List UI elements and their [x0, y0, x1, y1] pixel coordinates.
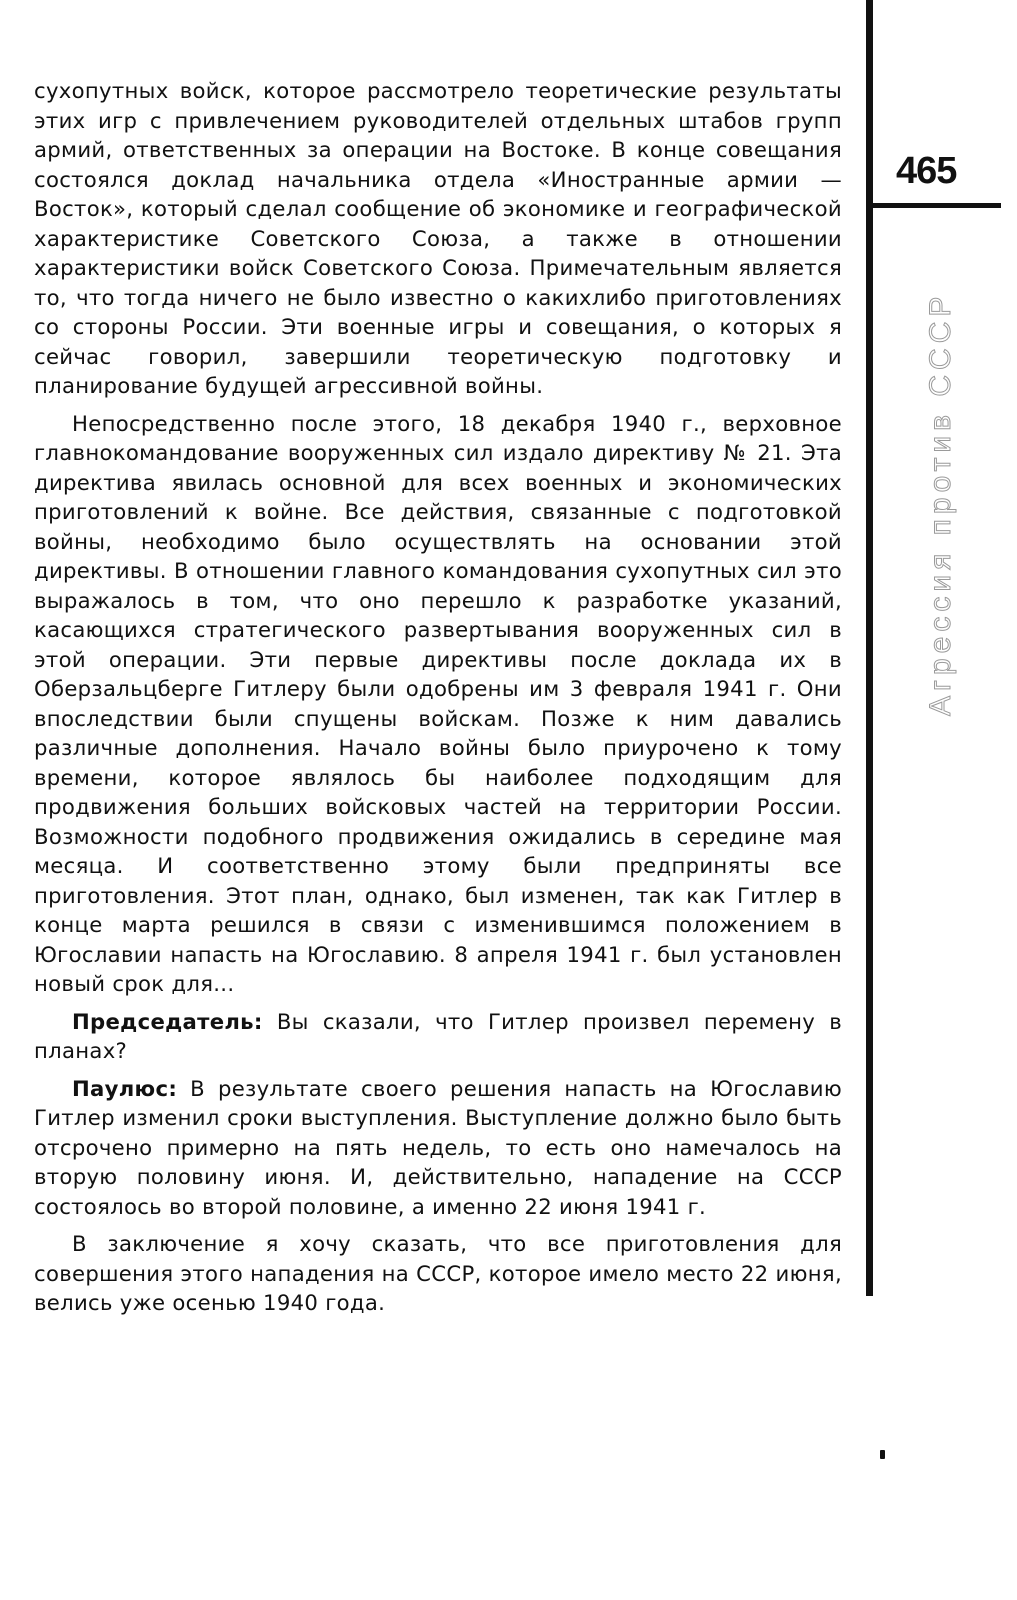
paragraph-3-text: Вы сказали, что Гитлер произвел перемену в планах?: [34, 1008, 842, 1063]
paragraph-2-text: Непосредственно после этого, 18 декабря 1940 г., верховное главнокомандование вооруженных сил издало директиву № 21. Эта директива явилась основной для всех военных и экономических приготовлений к войне. Все действия, связанные с подготовкой войны, необходимо было осуществлять на основании этой директивы. В отношении главного командования сухопутных сил это выражалось в том, что оно перешло к разработке указаний, касающихся стратегического развертывания вооруженных сил в этой операции. Эти первые директивы после доклада их в Оберзальцберге Гитлеру были одобрены им 3 февраля 1941 г. Они впоследствии были спущены войскам. Позже к ним давались различные дополнения. Начало войны было приурочено к тому времени, которое являлось бы наиболее подходящим для продвижения больших войсковых частей на территории России. Возможности подобного продвижения ожидались в середине мая месяца. И соответственно этому были предприняты все приготовления. Этот план, однако, был изменен, так как Гитлер в конце марта решился в связи с изменившимся положением в Югославии напасть на Югославию. 8 апреля 1941 г. был установлен новый срок для...: [34, 410, 842, 996]
paragraph-4: [34, 1074, 842, 1222]
page-number: 465: [896, 150, 957, 192]
running-title-text: Агрессия против СССР: [924, 291, 957, 716]
paragraph-1: [34, 76, 842, 401]
speaker-chairman: Председатель:: [72, 1008, 263, 1034]
speaker-paulus: Паулюс:: [72, 1075, 178, 1101]
body-text: [34, 76, 842, 1326]
paragraph-1-text: сухопутных войск, которое рассмотрело теоретические результаты этих игр с привлечением руководителей отдельных штабов групп армий, ответственных за операции на Востоке. В конце совещания состоялся доклад начальника отдела «Иностранные армии — Восток», который сделал сообщение об экономике и географической характеристике Советского Союза, а также в отношении характеристики войск Советского Союза. Примечательным является то, что тогда ничего не было известно о какихлибо приготовлениях со стороны России. Эти военные игры и совещания, о которых я сейчас говорил, завершили теоретическую подготовку и планирование будущей агрессивной войны.: [34, 78, 842, 398]
paragraph-3: [34, 1007, 842, 1066]
paragraph-5-text: В заключение я хочу сказать, что все приготовления для совершения этого нападения на СССР, которое имело место 22 июня, велись уже осенью 1940 года.: [34, 1231, 842, 1315]
margin-vertical-rule: [866, 0, 873, 1296]
margin-mark: [880, 1450, 885, 1459]
paragraph-4-text: В результате своего решения напасть на Югославию Гитлер изменил сроки выступления. Выступление должно было быть отсрочено примерно на пять недель, то есть оно намечалось на вторую половину июня. И, действительно, нападение на СССР состоялось во второй половине, а именно 22 июня 1941 г.: [34, 1075, 842, 1219]
paragraph-2: [34, 409, 842, 999]
page-number-underline: [873, 203, 1001, 208]
paragraph-5: [34, 1229, 842, 1318]
